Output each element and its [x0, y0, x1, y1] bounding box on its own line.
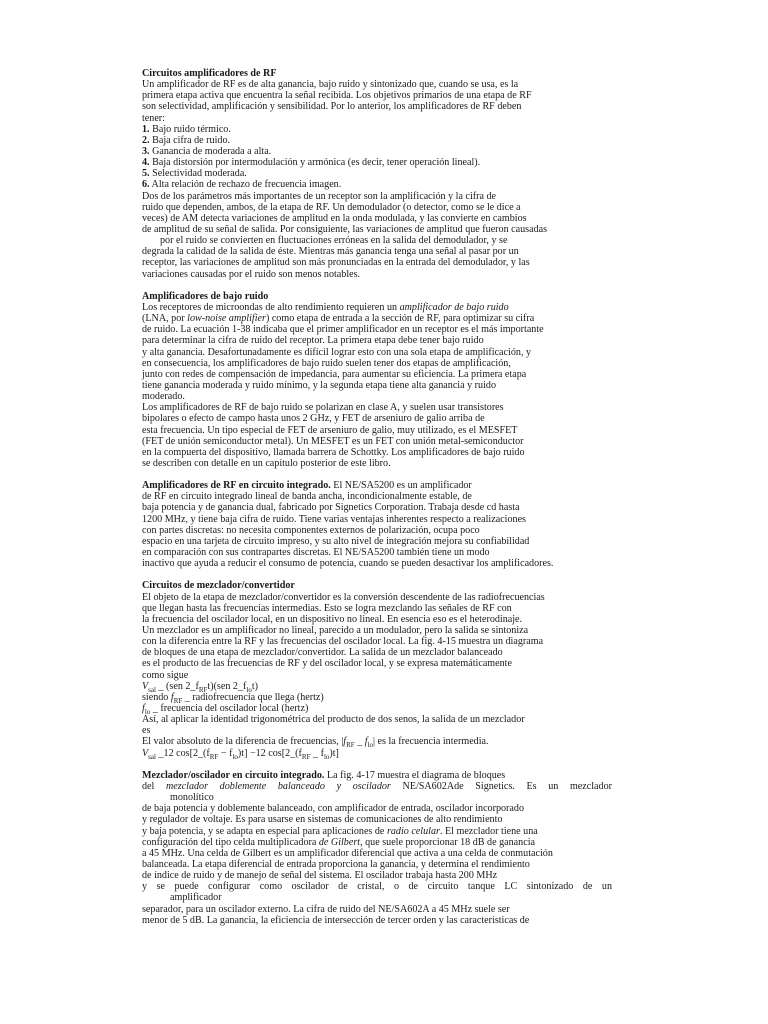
list-item: 6. Alta relación de rechazo de frecuencia imagen.	[142, 179, 342, 191]
paragraph-line: de índice de ruido y de manejo de señal del sistema. El oscilador trabaja hasta 200 MHz	[142, 870, 498, 882]
paragraph-line: del mezclador doblemente balanceado y oscilador NE/SA602Ade Signetics. Es un mezclador	[142, 781, 612, 792]
paragraph-line: Dos de los parámetros más importantes de un receptor son la amplificación y la cifra de	[142, 190, 497, 202]
section-gap	[142, 569, 612, 580]
paragraph-line: balanceada. La etapa diferencial de entrada proporciona la ganancia, y determina el rendimiento	[142, 858, 530, 870]
paragraph-line: con partes discretas: no necesita componentes externos de polarización, ocupa poco	[142, 524, 480, 536]
definition-line: $f_{lo}$ _ frecuencia del oscilador local (hertz)	[142, 703, 309, 717]
paragraph-line: de ruido. La ecuación 1-38 indicaba que el primer amplificador en un receptor es el más importante	[142, 324, 544, 336]
paragraph-line: Mezclador/oscilador en circuito integrado. La fig. 4-17 muestra el diagrama de bloques	[142, 769, 506, 781]
paragraph-line: es el producto de las frecuencias de RF y del oscilador local, y se expresa matemáticamente	[142, 658, 512, 670]
paragraph-line: en la compuerta del dispositivo, llamada barrera de Schottky. Los amplificadores de bajo ruido	[142, 446, 525, 458]
definition-line: siendo $f_{RF}$ _ radiofrecuencia que llega (hertz)	[142, 691, 324, 705]
paragraph-line: moderado.	[142, 391, 185, 403]
paragraph-line: primera etapa activa que encuentra la señal recibida. Los objetivos primarios de una etapa de RF	[142, 90, 532, 102]
paragraph-line: junto con redes de compensación de impedancia, para aumentar su eficiencia. La primera etapa	[142, 368, 527, 380]
list-item: 2. Baja cifra de ruido.	[142, 134, 231, 146]
section-title-mixer: Circuitos de mezclador/convertidor	[142, 580, 295, 592]
paragraph-line: baja potencia y de ganancia dual, fabricado por Signetics Corporation. Trabaja desde cd hasta	[142, 502, 520, 514]
paragraph-line: monolítico	[170, 792, 214, 804]
paragraph-line: degrada la calidad de la salida de éste. Mientras más ganancia tenga una señal al pasar por un	[142, 246, 519, 258]
paragraph-line: (FET de unión semiconductor metal). Un MESFET es un FET con unión metal-semiconductor	[142, 435, 524, 447]
paragraph-line: 1200 MHz, y tiene baja cifra de ruido. Tiene varias ventajas inherentes respecto a realizaciones	[142, 513, 526, 525]
paragraph-line: para determinar la cifra de ruido del receptor. La primera etapa debe tener bajo ruido	[142, 335, 484, 347]
paragraph-line: (LNA, por low-noise amplifier) como etapa de entrada a la sección de RF, para optimizar su cifra	[142, 313, 535, 325]
document-page	[142, 68, 612, 926]
paragraph-line: ruido que dependen, ambos, de la etapa de RF. Un demodulador (o detector, como se le dice a	[142, 201, 521, 213]
paragraph-line: es	[142, 725, 151, 737]
section-title-ic-mixer: Mezclador/oscilador en circuito integrado.	[142, 769, 325, 781]
paragraph-line: y baja potencia, y se adapta en especial para aplicaciones de radio celular. El mezclador tiene una	[142, 825, 538, 837]
section-title-ic-rf: Amplificadores de RF en circuito integrado.	[142, 480, 331, 492]
paragraph-line: bipolares o efecto de campo hasta unos 2 GHz, y FET de arseniuro de galio arriba de	[142, 413, 485, 425]
paragraph-line: son selectividad, amplificación y sensibilidad. Por lo anterior, los amplificadores de RF deben	[142, 101, 522, 113]
paragraph-line: de RF en circuito integrado lineal de banda ancha, incondicionalmente estable, de	[142, 491, 472, 503]
section-gap	[142, 280, 612, 291]
list-item: 3. Ganancia de moderada a alta.	[142, 145, 272, 157]
paragraph-line: configuración del tipo celda multiplicadora de Gilbert, que suele proporcionar 18 dB de ganancia	[142, 836, 535, 848]
paragraph-line: de baja potencia y doblemente balanceado, con amplificador de entrada, oscilador incorporado	[142, 803, 524, 815]
section-title-rf-amplifiers: Circuitos amplificadores de RF	[142, 68, 277, 79]
list-item: 5. Selectividad moderada.	[142, 168, 247, 180]
paragraph-line: separador, para un oscilador externo. La cifra de ruido del NE/SA602A a 45 MHz suele ser	[142, 903, 510, 915]
paragraph-line: en comparación con sus contrapartes discretas. El NE/SA5200 también tiene un modo	[142, 547, 490, 559]
paragraph-line: Un amplificador de RF es de alta ganancia, bajo ruido y sintonizado que, cuando se usa, es la	[142, 79, 519, 91]
paragraph-line: veces) de AM detecta variaciones de amplitud en la onda modulada, y las convierte en cambios	[142, 212, 527, 224]
list-item: 4. Baja distorsión por intermodulación y armónica (es decir, tener operación lineal).	[142, 157, 481, 169]
paragraph-line: Los amplificadores de RF de bajo ruido se polarizan en clase A, y suelen usar transistores	[142, 402, 504, 414]
paragraph-line: tiene ganancia moderada y ruido mínimo, y la segunda etapa tiene alta ganancia y ruido	[142, 379, 496, 391]
equation-mixer-identity: $V_{sal}$ _12 $\cos[2\_(f_{RF} - f_{lo})t] -12$ $\cos[2\_(f_{RF}$ _ $f_{lo})t$]	[142, 747, 339, 761]
paragraph-line: El valor absoluto de la diferencia de frecuencias, $|f_{RF}$ _ $f_{lo}|$ es la frecuencia intermedia.	[142, 736, 489, 750]
paragraph-line: por el ruido se convierten en fluctuaciones erróneas en la salida del demodulador, y se	[160, 235, 508, 247]
paragraph-line: y alta ganancia. Desafortunadamente es difícil lograr esto con una sola etapa de amplificación, y	[142, 346, 532, 358]
paragraph-line: Un mezclador es un amplificador no lineal, parecido a un modulador, pero la salida se sintoniza	[142, 625, 529, 637]
paragraph-line: menor de 5 dB. La ganancia, la eficiencia de intersección de tercer orden y las características de	[142, 914, 530, 926]
paragraph-line: que llegan hasta las frecuencias intermedias. Esto se logra mezclando las señales de RF con	[142, 602, 512, 614]
paragraph-line: y regulador de voltaje. Es para usarse en sistemas de comunicaciones de alto rendimiento	[142, 814, 503, 826]
section-gap	[142, 469, 612, 480]
paragraph-line: con la diferencia entre la RF y las frecuencias del oscilador local. La fig. 4-15 muestra un diagrama	[142, 636, 544, 648]
paragraph-line: variaciones causadas por el ruido son menos notables.	[142, 268, 361, 280]
paragraph-line: Así, al aplicar la identidad trigonométrica del producto de dos senos, la salida de un mezclador	[142, 714, 525, 726]
equation-mixer-output: $V_{sal}$ _ (sen $2\_f_{RF}t)(sen$ $2\_f_{lo}t$)	[142, 680, 258, 694]
paragraph-line: espacio en una tarjeta de circuito impreso, y su alto nivel de integración mejora su confiabilidad	[142, 535, 530, 547]
paragraph-line: Los receptores de microondas de alto rendimiento requieren un amplificador de bajo ruido	[142, 301, 509, 313]
paragraph-line: a 45 MHz. Una celda de Gilbert es un amplificador diferencial que activa a una celda de conmutación	[142, 847, 553, 859]
paragraph-line: de bloques de una etapa de mezclador/convertidor. La salida de un mezclador balanceado	[142, 647, 503, 659]
paragraph-line: se describen con detalle en un capítulo posterior de este libro.	[142, 457, 391, 469]
paragraph-line: Amplificadores de RF en circuito integrado. El NE/SA5200 es un amplificador	[142, 480, 472, 492]
paragraph-line: en consecuencia, los amplificadores de bajo ruido suelen tener dos etapas de amplificación,	[142, 357, 511, 369]
paragraph-line: la frecuencia del oscilador local, en un dispositivo no lineal. En esencia eso es el heterodinaje.	[142, 613, 523, 625]
paragraph-line: como sigue	[142, 669, 189, 681]
section-title-low-noise: Amplificadores de bajo ruido	[142, 290, 269, 302]
paragraph-line: esta frecuencia. Un tipo especial de FET de arseniuro de galio, muy utilizado, es el MESFET	[142, 424, 518, 436]
paragraph-line: tener:	[142, 112, 165, 124]
paragraph-line: y se puede configurar como oscilador de cristal, o de circuito tanque LC sintonizado de un	[142, 881, 612, 893]
paragraph-line: El objeto de la etapa de mezclador/convertidor es la conversión descendente de las radiofrecuencias	[142, 591, 545, 603]
paragraph-line: receptor, las variaciones de amplitud son más pronunciadas en la entrada del demodulador, y las	[142, 257, 530, 269]
list-item: 1. Bajo ruido térmico.	[142, 123, 231, 135]
paragraph-line: inactivo que ayuda a reducir el consumo de potencia, cuando se pueden desactivar los amplificadores.	[142, 558, 554, 570]
paragraph-line: amplificador	[170, 892, 222, 904]
paragraph-line: de amplitud de su señal de salida. Por consiguiente, las variaciones de amplitud que fueron causadas	[142, 223, 548, 235]
